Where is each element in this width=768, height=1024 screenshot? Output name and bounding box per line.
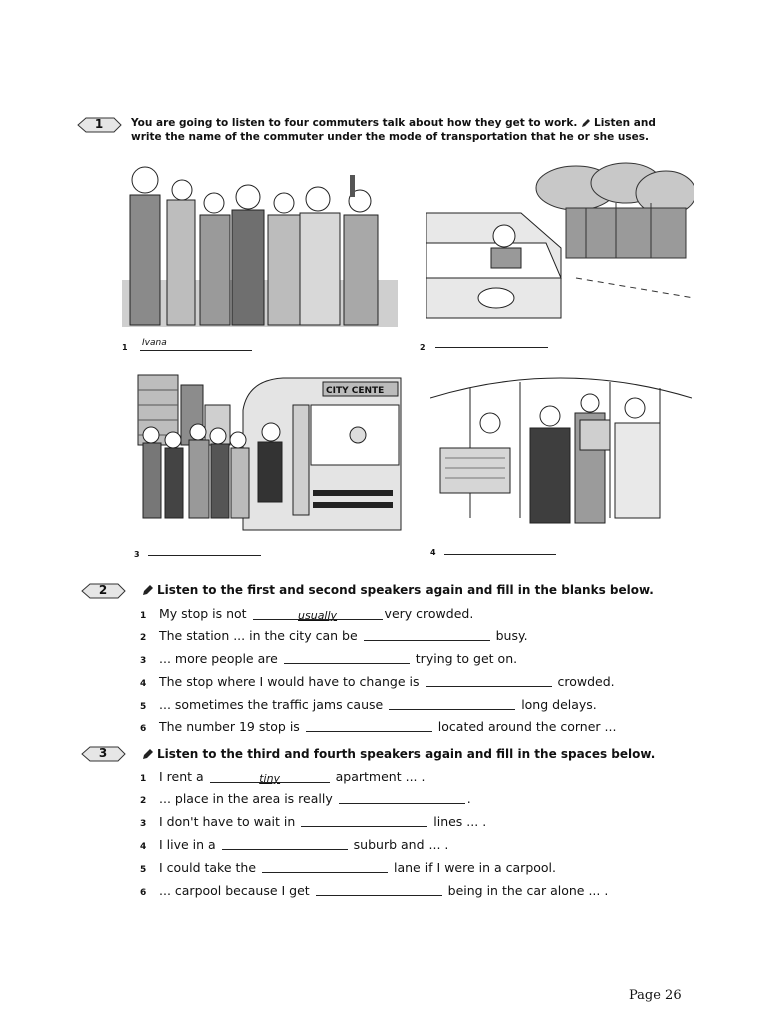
item-text-after: crowded. [557, 674, 615, 689]
item-text-before: The number 19 stop is [159, 719, 300, 734]
page-number: Page 26 [629, 988, 682, 1003]
answer-blank[interactable] [284, 651, 410, 664]
picture-1-answer: Ivana [142, 338, 167, 348]
exercise-2-item-3 [140, 651, 517, 669]
pencil-icon [142, 584, 154, 596]
item-text-before: The stop where I would have to change is [159, 674, 420, 689]
item-text-before: ... sometimes the traffic jams cause [159, 697, 384, 712]
exercise-2-item-1 [140, 606, 473, 624]
answer-handwritten: usually [298, 609, 338, 622]
item-text-before: I rent a [159, 769, 204, 784]
answer-blank[interactable] [306, 719, 432, 732]
exercise-2-item-4 [140, 674, 615, 692]
item-text-after: . [466, 791, 471, 806]
answer-blank[interactable] [301, 814, 427, 827]
item-text-after: apartment ... . [335, 769, 426, 784]
item-text-after: lines ... . [433, 814, 487, 829]
crowd-standing-picture [122, 155, 398, 327]
item-text-after: suburb and ... . [353, 837, 449, 852]
item-number: 2 [140, 796, 147, 806]
answer-blank[interactable] [389, 697, 515, 710]
exercise-3-number: 3 [98, 746, 108, 760]
exercise-1-badge [76, 116, 122, 134]
item-text-before: I live in a [159, 837, 216, 852]
answer-blank[interactable] [426, 674, 552, 687]
item-number: 5 [140, 865, 147, 875]
item-number: 6 [140, 888, 147, 898]
pencil-icon [142, 748, 154, 760]
exercise-3-instruction-text: Listen to the third and fourth speakers again and fill in the spaces below. [157, 747, 656, 761]
exercise-1-number: 1 [94, 117, 104, 131]
item-number: 2 [140, 633, 147, 643]
picture-3-answer-line[interactable] [148, 545, 261, 556]
item-text-before: My stop is not [159, 606, 247, 621]
exercise-1-instruction [131, 116, 656, 144]
item-number: 3 [140, 819, 147, 829]
instruction-line1-tail: Listen and [594, 117, 656, 129]
exercise-3-item-3 [140, 814, 486, 832]
item-text-before: ... carpool because I get [159, 883, 310, 898]
answer-blank[interactable] [222, 837, 348, 850]
exercise-2-item-6 [140, 719, 616, 737]
exercise-3-item-5 [140, 860, 556, 878]
answer-blank[interactable] [364, 628, 490, 641]
picture-4-answer-line[interactable] [444, 544, 556, 555]
bus-boarding-picture [133, 370, 403, 532]
exercise-2-number: 2 [98, 583, 108, 597]
car-driver-picture [426, 158, 694, 323]
instruction-line1: You are going to listen to four commuters talk about how they get to work. [131, 117, 578, 129]
item-text-after: long delays. [521, 697, 597, 712]
instruction-line2: write the name of the commuter under the mode of transportation that he or she uses. [131, 131, 650, 143]
answer-handwritten: tiny [259, 772, 281, 785]
exercise-3-instruction [142, 747, 655, 761]
item-text-after: located around the corner ... [437, 719, 617, 734]
exercise-2-instruction [142, 583, 654, 597]
answer-blank[interactable] [339, 791, 465, 804]
item-text-before: I could take the [159, 860, 257, 875]
exercise-3-item-2 [140, 791, 471, 809]
item-number: 1 [140, 774, 147, 784]
item-number: 3 [140, 656, 147, 666]
picture-3-label: 3 [134, 550, 140, 559]
item-number: 6 [140, 724, 147, 734]
exercise-3-item-1 [140, 769, 425, 787]
exercise-2-item-2 [140, 628, 528, 646]
answer-blank[interactable] [262, 860, 388, 873]
item-text-before: ... place in the area is really [159, 791, 333, 806]
picture-4-label: 4 [430, 548, 436, 557]
exercise-3-item-6 [140, 883, 608, 901]
exercise-3-item-4 [140, 837, 448, 855]
exercise-3-badge [80, 745, 126, 763]
picture-2-label: 2 [420, 343, 426, 352]
answer-blank[interactable] [316, 883, 442, 896]
item-number: 1 [140, 611, 147, 621]
item-text-before: The station ... in the city can be [159, 628, 358, 643]
exercise-2-item-5 [140, 697, 597, 715]
train-passengers-picture [430, 368, 692, 532]
pencil-icon [581, 118, 591, 128]
item-text-after: busy. [495, 628, 528, 643]
exercise-2-badge [80, 582, 126, 600]
item-text-after: very crowded. [384, 606, 474, 621]
item-number: 4 [140, 679, 147, 689]
item-text-before: I don't have to wait in [159, 814, 296, 829]
picture-2-answer-line[interactable] [435, 337, 548, 348]
item-number: 5 [140, 702, 147, 712]
picture-1-answer-line[interactable] [140, 340, 252, 351]
exercise-2-instruction-text: Listen to the first and second speakers again and fill in the blanks below. [157, 583, 654, 597]
item-text-before: ... more people are [159, 651, 278, 666]
item-text-after: being in the car alone ... . [447, 883, 609, 898]
item-text-after: trying to get on. [415, 651, 518, 666]
bus-destination-sign: CITY CENTE [326, 386, 385, 396]
answer-blank[interactable] [253, 607, 383, 620]
picture-1-label: 1 [122, 343, 128, 352]
answer-blank[interactable] [210, 770, 330, 783]
item-number: 4 [140, 842, 147, 852]
item-text-after: lane if I were in a carpool. [393, 860, 557, 875]
